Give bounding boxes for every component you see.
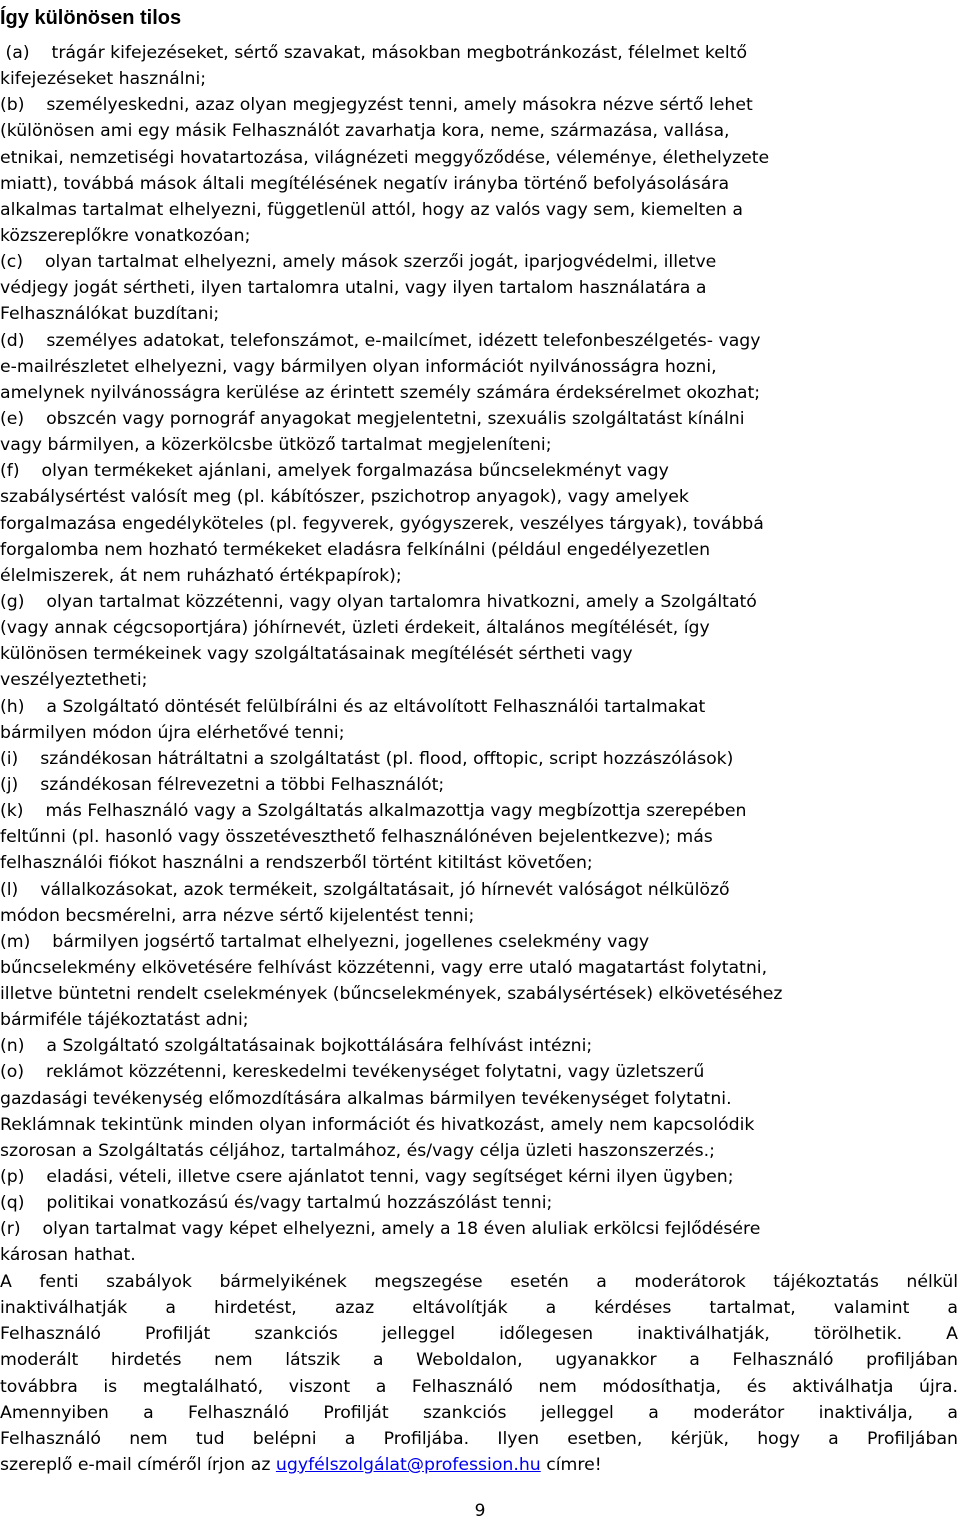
list-line: (r) olyan tartalmat vagy képet elhelyezni, amely a 18 éven aluliak erkölcsi fejlődésére	[0, 1219, 761, 1240]
list-line: kifejezéseket használni;	[0, 69, 207, 90]
list-line: felhasználói fiókot használni a rendszerből történt kitiltást követően;	[0, 853, 593, 874]
list-line: védjegy jogát sértheti, ilyen tartalomra utalni, vagy ilyen tartalom használatára a	[0, 278, 707, 299]
enforcement-paragraph	[0, 1269, 958, 1478]
list-line: módon becsmérelni, arra nézve sértő kijelentést tenni;	[0, 905, 475, 926]
list-line: (különösen ami egy másik Felhasználót zavarhatja kora, neme, származása, vallása,	[0, 121, 730, 142]
paragraph-line: inaktiválhatják a hirdetést, azaz eltávolítják a kérdéses tartalmat, valamint a	[0, 1298, 958, 1319]
list-line: (o) reklámot közzétenni, kereskedelmi tevékenységet folytatni, vagy üzletszerű	[0, 1062, 705, 1083]
paragraph-line: A fenti szabályok bármelyikének megszegése esetén a moderátorok tájékoztatás nélkül	[0, 1272, 958, 1292]
list-line: illetve büntetni rendelt cselekmények (bűncselekmények, szabálysértések) elkövetéséhez	[0, 984, 783, 1005]
list-line: (i) szándékosan hátráltatni a szolgáltatást (pl. flood, offtopic, script hozzászólások)	[0, 748, 734, 769]
list-line: miatt), továbbá mások általi megítélésének negatív irányba történő befolyásolására	[0, 173, 730, 194]
list-line: (l) vállalkozásokat, azok termékeit, szolgáltatásait, jó hírnevét valóságot nélkülöző	[0, 879, 730, 900]
list-line: etnikai, nemzetiségi hovatartozása, világnézeti meggyőződése, véleménye, élethelyzete	[0, 147, 770, 168]
list-line: veszélyeztetheti;	[0, 670, 148, 691]
paragraph-line: Felhasználó Profilját szankciós jelleggel időlegesen inaktiválhatják, törölhetik. A	[0, 1324, 958, 1345]
list-line: (d) személyes adatokat, telefonszámot, e-mailcímet, idézett telefonbeszélgetés- vagy	[0, 330, 761, 351]
list-line: (m) bármilyen jogsértő tartalmat elhelyezni, jogellenes cselekmény vagy	[0, 931, 650, 952]
list-line: gazdasági tevékenység előmozdítására alkalmas bármilyen tevékenységet folytatni.	[0, 1088, 732, 1109]
paragraph-line: moderált hirdetés nem látszik a Weboldalon, ugyanakkor a Felhasználó profiljában	[0, 1350, 958, 1371]
list-line: bármilyen módon újra elérhetővé tenni;	[0, 722, 345, 743]
paragraph-text: szereplő e-mail címéről írjon az	[0, 1454, 276, 1475]
list-line: (a) trágár kifejezéseket, sértő szavakat, másokban megbotránkozást, félelmet keltő	[0, 43, 748, 63]
list-line: (e) obszcén vagy pornográf anyagokat megjelentetni, szexuális szolgáltatást kínálni	[0, 408, 745, 429]
list-line: (p) eladási, vételi, illetve csere ajánlatot tenni, vagy segítséget kérni ilyen ügyben;	[0, 1167, 734, 1188]
list-line: (g) olyan tartalmat közzétenni, vagy olyan tartalomra hivatkozni, amely a Szolgáltató	[0, 591, 757, 612]
list-line: (q) politikai vonatkozású és/vagy tartalmú hozzászólást tenni;	[0, 1193, 553, 1214]
page-number: 9	[474, 1501, 486, 1521]
paragraph-last-line	[0, 1452, 958, 1478]
paragraph-text: címre!	[540, 1454, 602, 1475]
list-line: (b) személyeskedni, azaz olyan megjegyzést tenni, amely másokra nézve sértő lehet	[0, 95, 753, 116]
list-line: különösen termékeinek vagy szolgáltatásainak megítélését sértheti vagy	[0, 644, 633, 665]
list-line: forgalomba nem hozható termékeket eladásra felkínálni (például engedélyezetlen	[0, 539, 711, 560]
list-line: feltűnni (pl. hasonló vagy összetéveszthető felhasználónéven bejelentkezve); más	[0, 827, 713, 848]
list-line: bármiféle tájékoztatást adni;	[0, 1010, 249, 1031]
list-line: (vagy annak cégcsoportjára) jóhírnevét, üzleti érdekeit, általános megítélését, így	[0, 618, 710, 639]
list-line: (k) más Felhasználó vagy a Szolgáltatás alkalmazottja vagy megbízottja szerepében	[0, 801, 747, 822]
list-line: forgalmazása engedélyköteles (pl. fegyverek, gyógyszerek, veszélyes tárgyak), továbbá	[0, 513, 764, 534]
list-line: (c) olyan tartalmat elhelyezni, amely mások szerzői jogát, iparjogvédelmi, illetve	[0, 252, 717, 273]
list-line: (j) szándékosan félrevezetni a többi Felhasználót;	[0, 774, 445, 795]
list-line: amelynek nyilvánosságra kerülése az érintett személy számára érdeksérelmet okozhat;	[0, 382, 761, 403]
list-line: szorosan a Szolgáltatás céljához, tartalmához, és/vagy célja üzleti haszonszerzés.;	[0, 1140, 715, 1161]
list-line: Felhasználókat buzdítani;	[0, 304, 220, 325]
list-line: szabálysértést valósít meg (pl. kábítószer, pszichotrop anyagok), vagy amelyek	[0, 487, 689, 508]
list-line: (h) a Szolgáltató döntését felülbírálni és az eltávolított Felhasználói tartalmakat	[0, 696, 706, 717]
paragraph-line: továbbra is megtalálható, viszont a Felhasználó nem módosíthatja, és aktiválhatja újra.	[0, 1376, 958, 1397]
section-title: Így különösen tilos	[0, 7, 182, 29]
list-line: Reklámnak tekintünk minden olyan információt és hivatkozást, amely nem kapcsolódik	[0, 1114, 755, 1135]
list-line: élelmiszerek, át nem ruházható értékpapírok);	[0, 565, 402, 586]
support-email-link[interactable]: ugyfélszolgálat@profession.hu	[275, 1454, 541, 1475]
list-line: közszereplőkre vonatkozóan;	[0, 225, 251, 246]
paragraph-line: Felhasználó nem tud belépni a Profiljába. Ilyen esetben, kérjük, hogy a Profiljában	[0, 1428, 958, 1449]
list-line: (n) a Szolgáltató szolgáltatásainak bojkottálására felhívást intézni;	[0, 1036, 593, 1057]
list-line: bűncselekmény elkövetésére felhívást közzétenni, vagy erre utaló magatartást folytatni,	[0, 957, 768, 978]
list-line: vagy bármilyen, a közerkölcsbe ütköző tartalmat megjeleníteni;	[0, 435, 552, 456]
paragraph-line: Amennyiben a Felhasználó Profilját szankciós jelleggel a moderátor inaktiválja, a	[0, 1402, 958, 1423]
prohibited-list	[0, 40, 960, 1269]
list-line: károsan hathat.	[0, 1245, 136, 1266]
list-line: e-mailrészletet elhelyezni, vagy bármilyen olyan információt nyilvánosságra hozni,	[0, 356, 717, 377]
list-line: alkalmas tartalmat elhelyezni, függetlenül attól, hogy az valós vagy sem, kiemelten a	[0, 199, 743, 220]
list-line: (f) olyan termékeket ajánlani, amelyek forgalmazása bűncselekményt vagy	[0, 461, 669, 482]
